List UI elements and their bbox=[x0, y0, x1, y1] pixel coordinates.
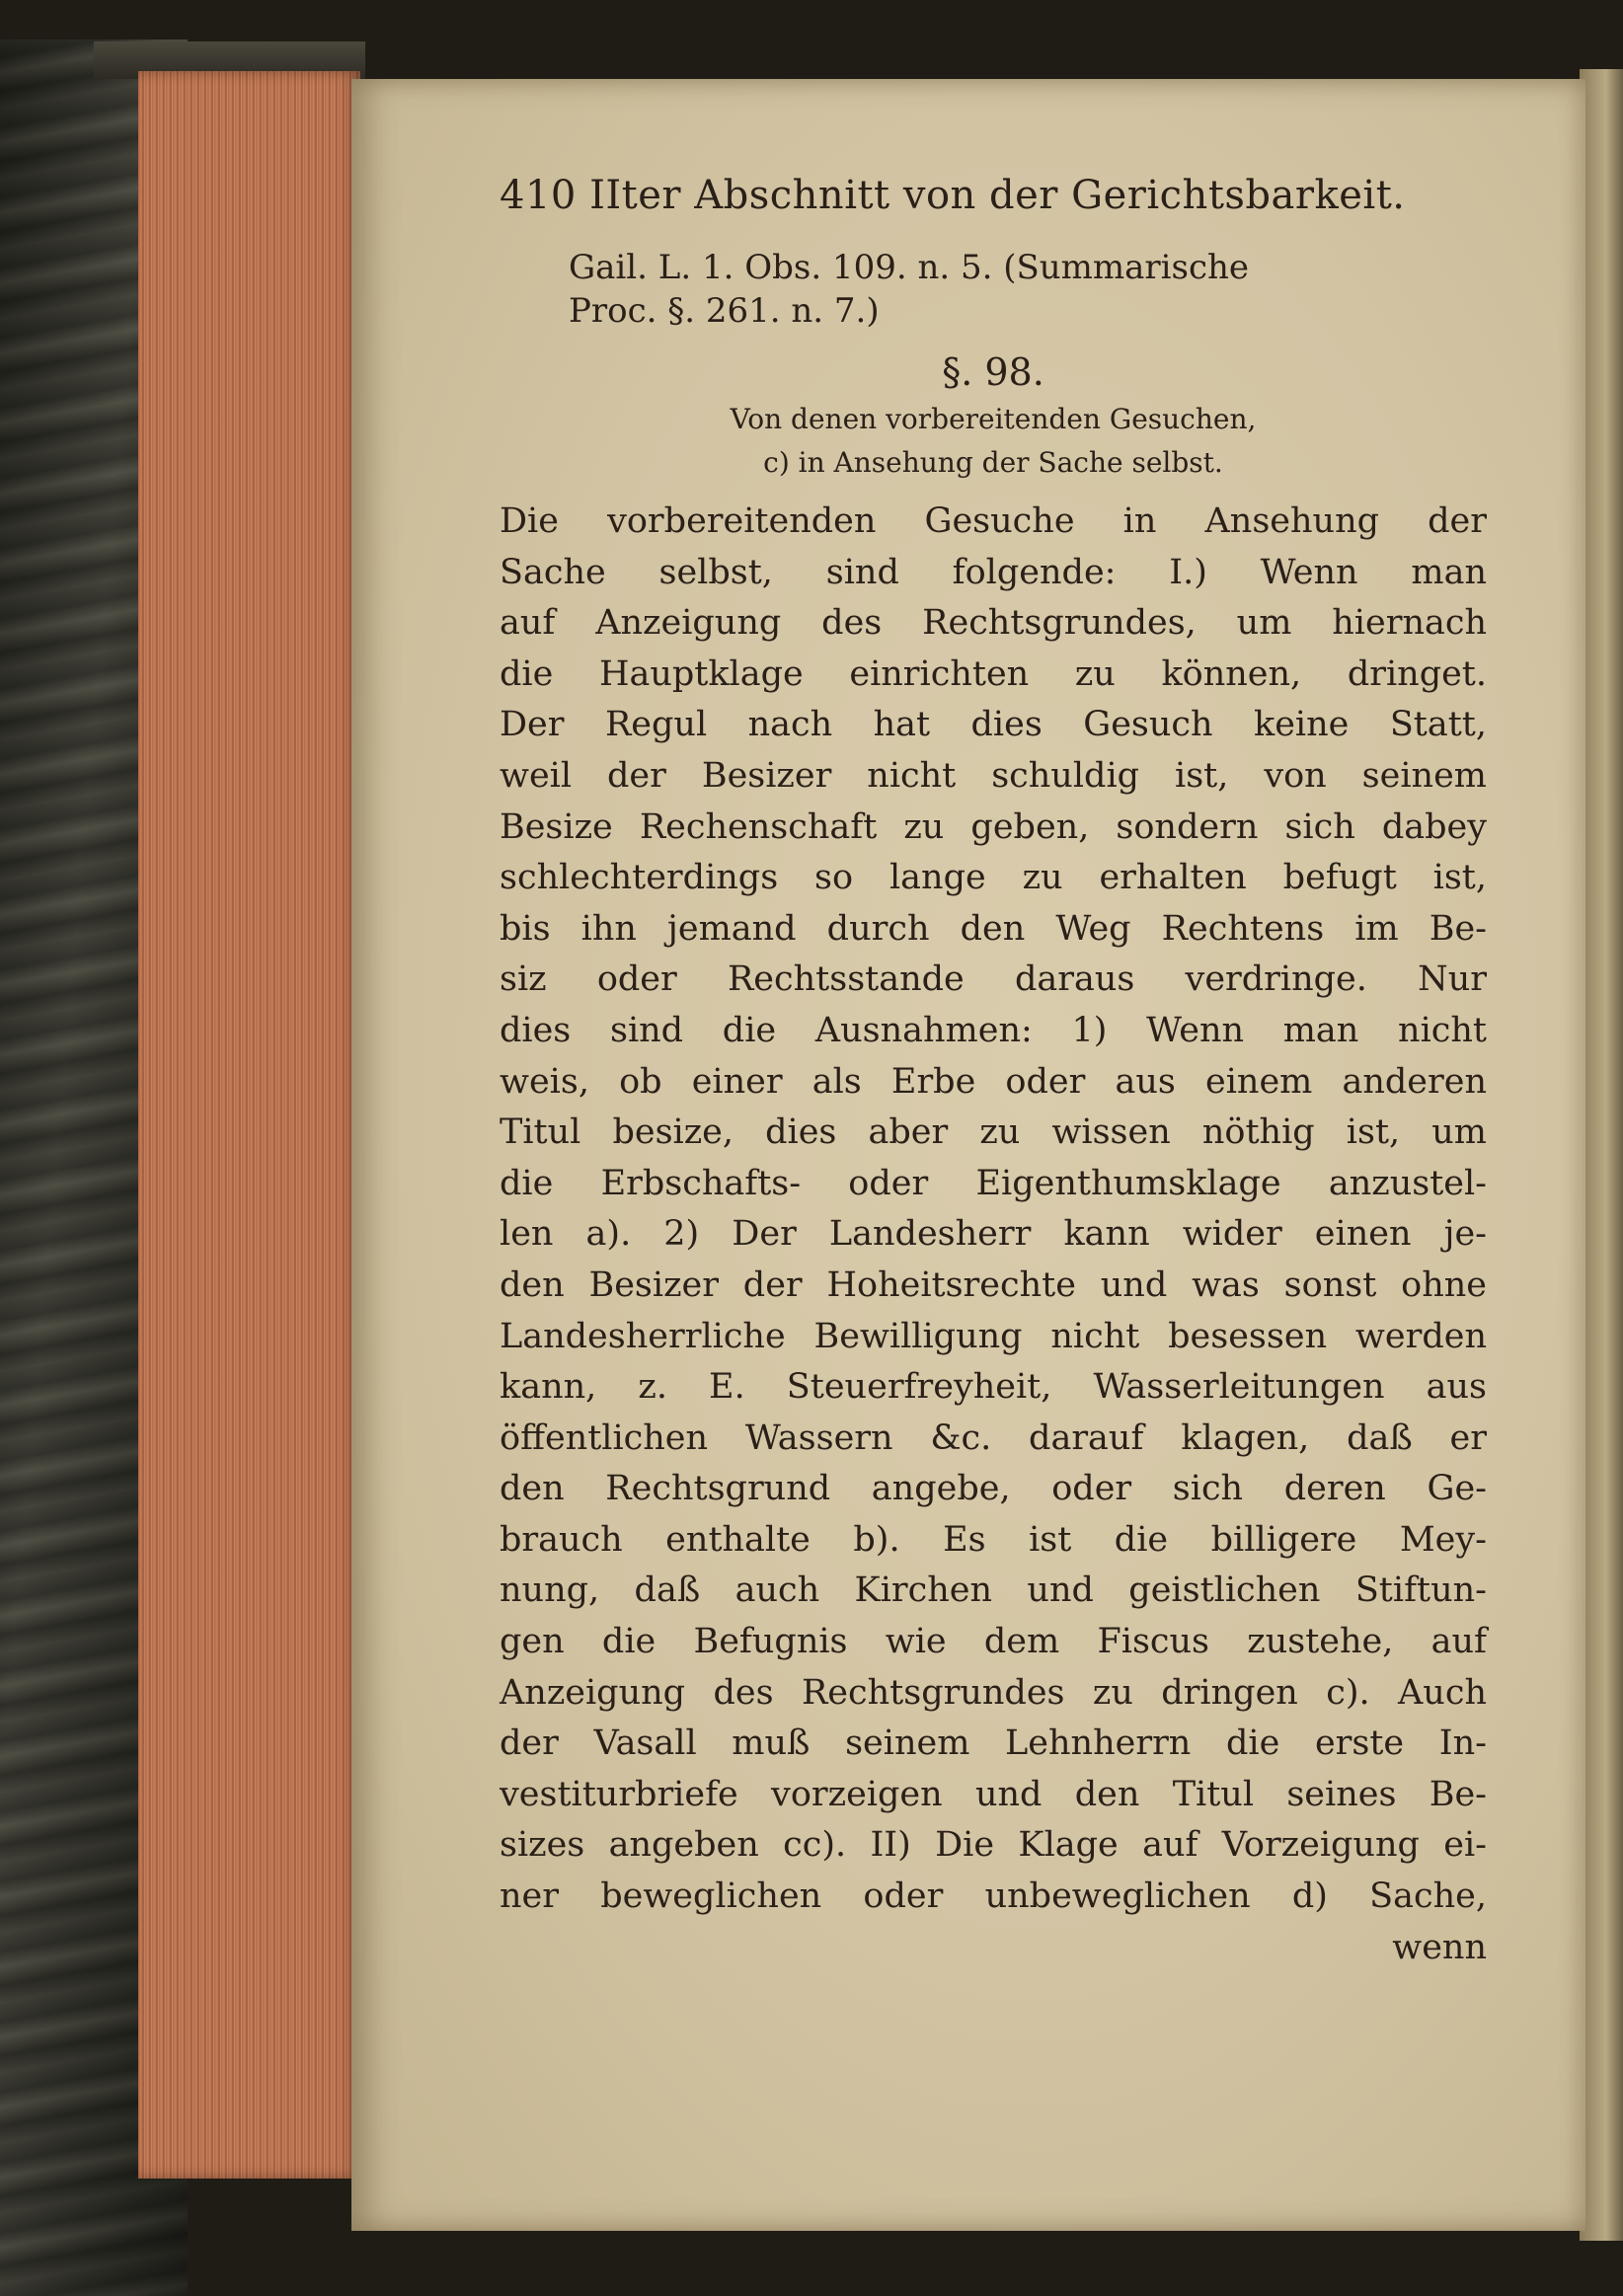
body-line: Der Regul nach hat dies Gesuch keine Statt, bbox=[500, 705, 1487, 745]
page-block-edges bbox=[138, 71, 360, 2179]
body-line: Sache selbst, sind folgende: I.) Wenn man bbox=[500, 552, 1487, 592]
body-line: siz oder Rechtsstande daraus verdringe. Nur bbox=[500, 959, 1487, 1000]
body-line: schlechterdings so lange zu erhalten befugt ist, bbox=[500, 858, 1487, 898]
citation-line: Proc. §. 261. n. 7.) bbox=[569, 291, 880, 331]
catchword: wenn bbox=[1392, 1927, 1487, 1967]
body-line: ner beweglichen oder unbeweglichen d) Sache, bbox=[500, 1876, 1487, 1917]
section-title-line: Von denen vorbereitenden Gesuchen, bbox=[730, 403, 1257, 435]
section-number: §. 98. bbox=[942, 350, 1044, 394]
body-text bbox=[500, 497, 1487, 1923]
body-line: Landesherrliche Bewilligung nicht besessen werden bbox=[500, 1316, 1487, 1356]
section-title-line: c) in Ansehung der Sache selbst. bbox=[763, 446, 1223, 479]
body-line: auf Anzeigung des Rechtsgrundes, um hiernach bbox=[500, 603, 1487, 644]
page-text bbox=[500, 173, 1487, 1973]
body-line: den Rechtsgrund angebe, oder sich deren Ge- bbox=[500, 1469, 1487, 1509]
body-line: dies sind die Ausnahmen: 1) Wenn man nicht bbox=[500, 1010, 1487, 1050]
body-line: brauch enthalte b). Es ist die billigere Mey- bbox=[500, 1519, 1487, 1560]
body-line: der Vasall muß seinem Lehnherrn die erste In- bbox=[500, 1723, 1487, 1764]
body-line: nung, daß auch Kirchen und geistlichen Stiftun- bbox=[500, 1570, 1487, 1611]
body-line: Anzeigung des Rechtsgrundes zu dringen c). Auch bbox=[500, 1672, 1487, 1713]
facing-page-edge bbox=[1580, 69, 1623, 2241]
body-line: Die vorbereitenden Gesuche in Ansehung der bbox=[500, 501, 1487, 541]
body-line: bis ihn jemand durch den Weg Rechtens im Be- bbox=[500, 908, 1487, 949]
running-head: 410 IIter Abschnitt von der Gerichtsbarkeit. bbox=[500, 173, 1406, 218]
body-line: Besize Rechenschaft zu geben, sondern sich dabey bbox=[500, 806, 1487, 847]
body-line: Titul besize, dies aber zu wissen nöthig ist, um bbox=[500, 1112, 1487, 1153]
body-line: die Erbschafts- oder Eigenthumsklage anzustel- bbox=[500, 1163, 1487, 1203]
body-line: kann, z. E. Steuerfreyheit, Wasserleitungen aus bbox=[500, 1367, 1487, 1408]
body-line: den Besizer der Hoheitsrechte und was sonst ohne bbox=[500, 1264, 1487, 1305]
citation bbox=[569, 246, 1487, 333]
body-line: weis, ob einer als Erbe oder aus einem anderen bbox=[500, 1061, 1487, 1102]
body-line: vestiturbriefe vorzeigen und den Titul seines Be- bbox=[500, 1774, 1487, 1814]
section-title bbox=[500, 398, 1487, 485]
body-line: öffentlichen Wassern &c. darauf klagen, daß er bbox=[500, 1417, 1487, 1458]
body-line: weil der Besizer nicht schuldig ist, von seinem bbox=[500, 755, 1487, 796]
body-line: sizes angeben cc). II) Die Klage auf Vorzeigung ei- bbox=[500, 1825, 1487, 1866]
body-line: gen die Befugnis wie dem Fiscus zustehe, auf bbox=[500, 1622, 1487, 1662]
citation-line: Gail. L. 1. Obs. 109. n. 5. (Summarische bbox=[569, 248, 1250, 287]
body-line: die Hauptklage einrichten zu können, dringet. bbox=[500, 653, 1487, 694]
printed-page bbox=[351, 79, 1585, 2231]
body-line: len a). 2) Der Landesherr kann wider einen je- bbox=[500, 1214, 1487, 1255]
